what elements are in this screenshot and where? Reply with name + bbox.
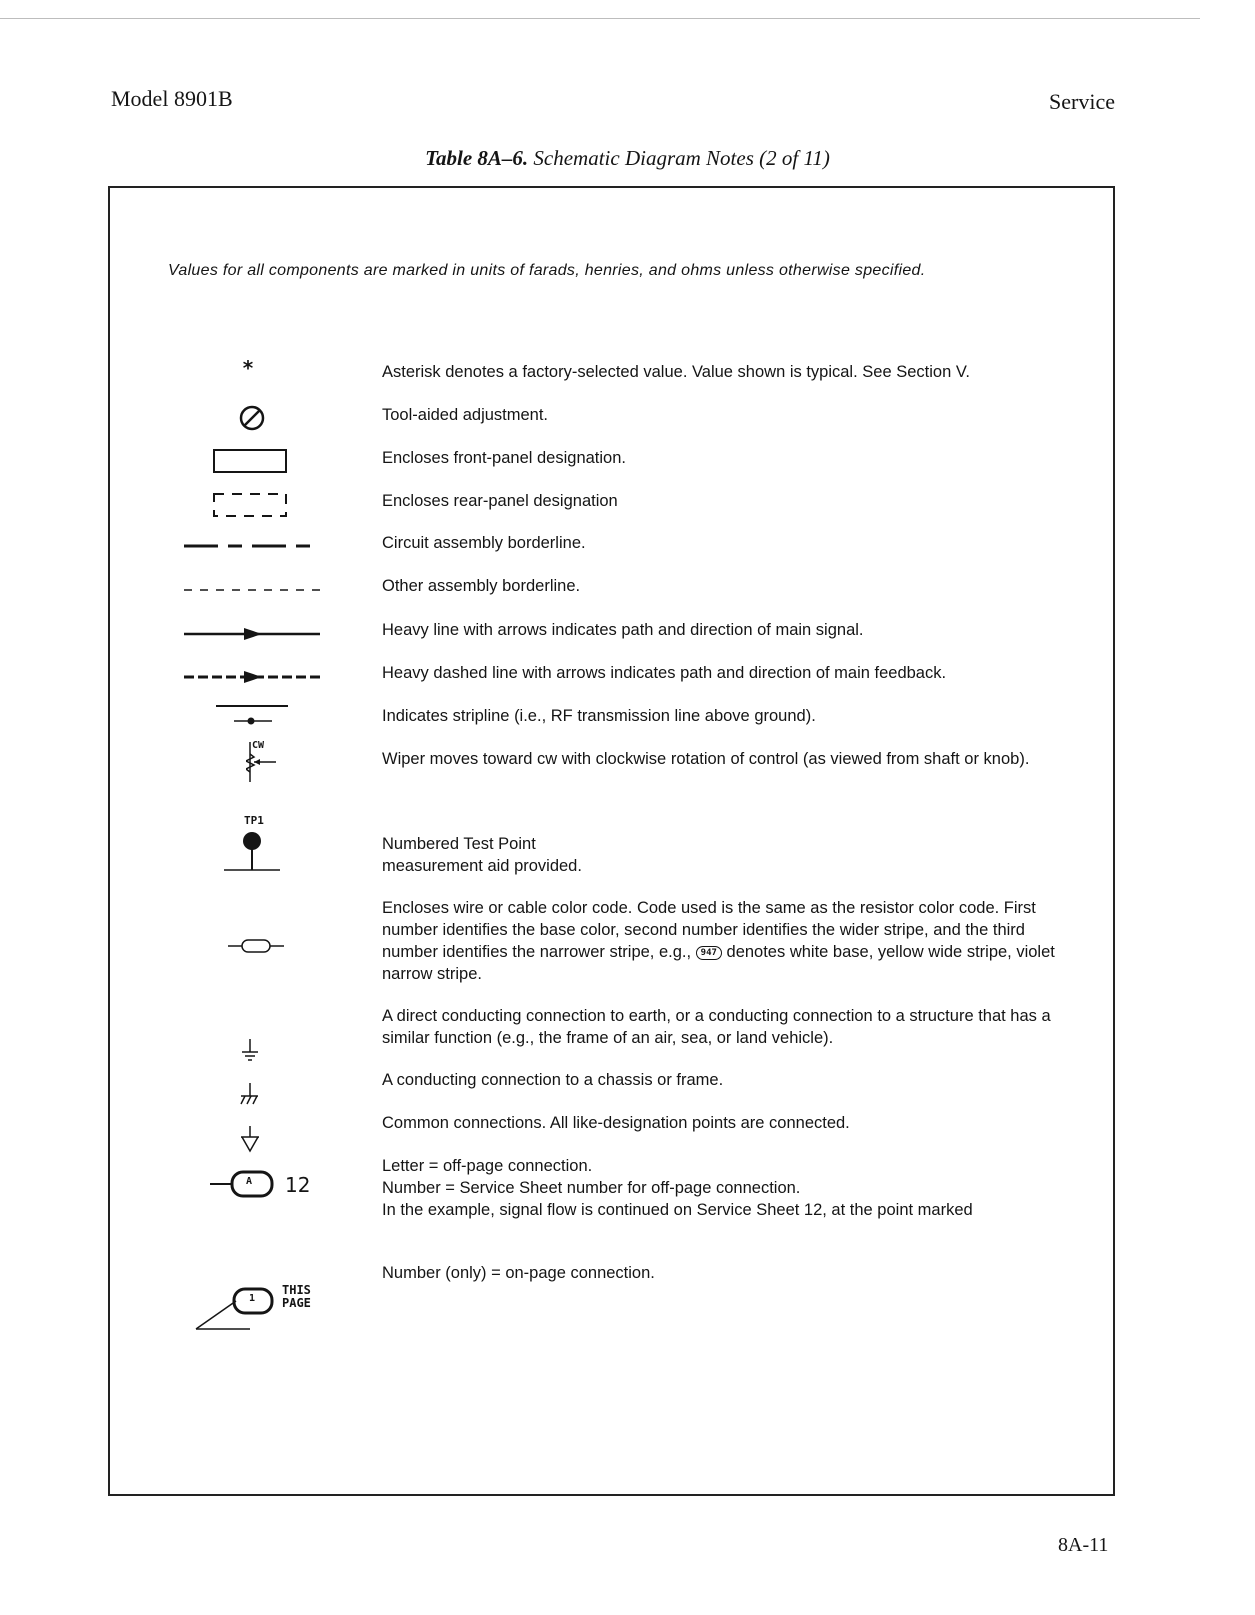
- color-code-text: Encloses wire or cable color code. Code used is the same as the resistor color code. First number identifies the base color, second number identifies the wider stripe, and the third number identifies the narrower stripe, e.g., 947 denotes white base, yellow wide stripe, violet narrow stripe.: [382, 899, 1055, 983]
- cw-label: CW: [252, 740, 265, 751]
- on-page-number: 1: [249, 1293, 256, 1304]
- note-rear-panel: Encloses rear-panel designation: [382, 492, 618, 510]
- note-asterisk: Asterisk denotes a factory-selected value. Value shown is typical. See Section V.: [382, 363, 970, 381]
- this-page-line-1: THIS: [282, 1283, 311, 1297]
- note-common-connection: Common connections. All like-designation points are connected.: [382, 1114, 850, 1132]
- note-wiper: Wiper moves toward cw with clockwise rotation of control (as viewed from shaft or knob).: [382, 750, 1030, 768]
- note-tool-adjustment: Tool-aided adjustment.: [382, 406, 549, 424]
- note-main-feedback: Heavy dashed line with arrows indicates path and direction of main feedback.: [382, 664, 947, 682]
- main-signal-line-icon: [182, 627, 322, 641]
- main-feedback-line-icon: [182, 670, 322, 684]
- this-page-label: [282, 1284, 311, 1310]
- table-title: Schematic Diagram Notes (2 of 11): [533, 146, 830, 170]
- on-page-connector-icon: [194, 1285, 276, 1335]
- model-header: Model 8901B: [111, 86, 233, 111]
- note-front-panel: Encloses front-panel designation.: [382, 449, 626, 467]
- off-page-letter: A: [246, 1176, 253, 1187]
- note-main-signal: Heavy line with arrows indicates path and direction of main signal.: [382, 621, 864, 639]
- chassis-ground-icon: [238, 1082, 262, 1106]
- note-earth-ground: A direct conducting connection to earth, or a conducting connection to a structure that has a similar function (e.g., the frame of an air, sea, or land vehicle).: [382, 1007, 1051, 1047]
- common-connection-icon: [238, 1125, 262, 1153]
- rear-panel-dashed-box-icon: [212, 492, 288, 518]
- off-page-number: 12: [285, 1173, 311, 1197]
- other-borderline-icon: [182, 585, 322, 595]
- earth-ground-icon: [240, 1038, 260, 1064]
- note-test-point: Numbered Test Point measurement aid provided.: [382, 835, 582, 875]
- note-circuit-borderline: Circuit assembly borderline.: [382, 534, 586, 552]
- circuit-borderline-icon: [182, 541, 322, 551]
- note-color-code: [382, 897, 1072, 985]
- note-off-page: Letter = off-page connection. Number = Service Sheet number for off-page connection. In the example, signal flow is continued on Service Sheet 12, at the point marked: [382, 1157, 973, 1219]
- tool-adjustment-icon: [238, 404, 266, 432]
- note-stripline: Indicates stripline (i.e., RF transmission line above ground).: [382, 707, 816, 725]
- on-page-connector: [194, 1285, 324, 1335]
- intro-text: Values for all components are marked in units of farads, henries, and ohms unless otherwise specified.: [168, 262, 926, 279]
- wiper-cw-symbol: [246, 740, 286, 789]
- asterisk-icon: *: [242, 356, 254, 380]
- stripline-icon: [214, 703, 290, 729]
- color-code-example-icon: 947: [696, 946, 722, 960]
- off-page-connector: [208, 1168, 318, 1200]
- front-panel-box-icon: [212, 448, 288, 474]
- top-rule: [0, 18, 1200, 19]
- test-point-icon: [222, 830, 282, 880]
- note-other-borderline: Other assembly borderline.: [382, 577, 581, 595]
- note-on-page: Number (only) = on-page connection.: [382, 1264, 655, 1282]
- note-chassis-ground: A conducting connection to a chassis or frame.: [382, 1071, 724, 1089]
- off-page-connector-icon: [208, 1168, 280, 1200]
- this-page-line-2: PAGE: [282, 1296, 311, 1310]
- table-number: Table 8A–6.: [425, 146, 529, 170]
- tp-label: TP1: [244, 814, 264, 827]
- page-number: 8A-11: [1058, 1534, 1109, 1556]
- section-header: Service: [1049, 89, 1115, 114]
- table-caption: [0, 146, 1255, 171]
- wire-color-code-icon: [226, 936, 286, 956]
